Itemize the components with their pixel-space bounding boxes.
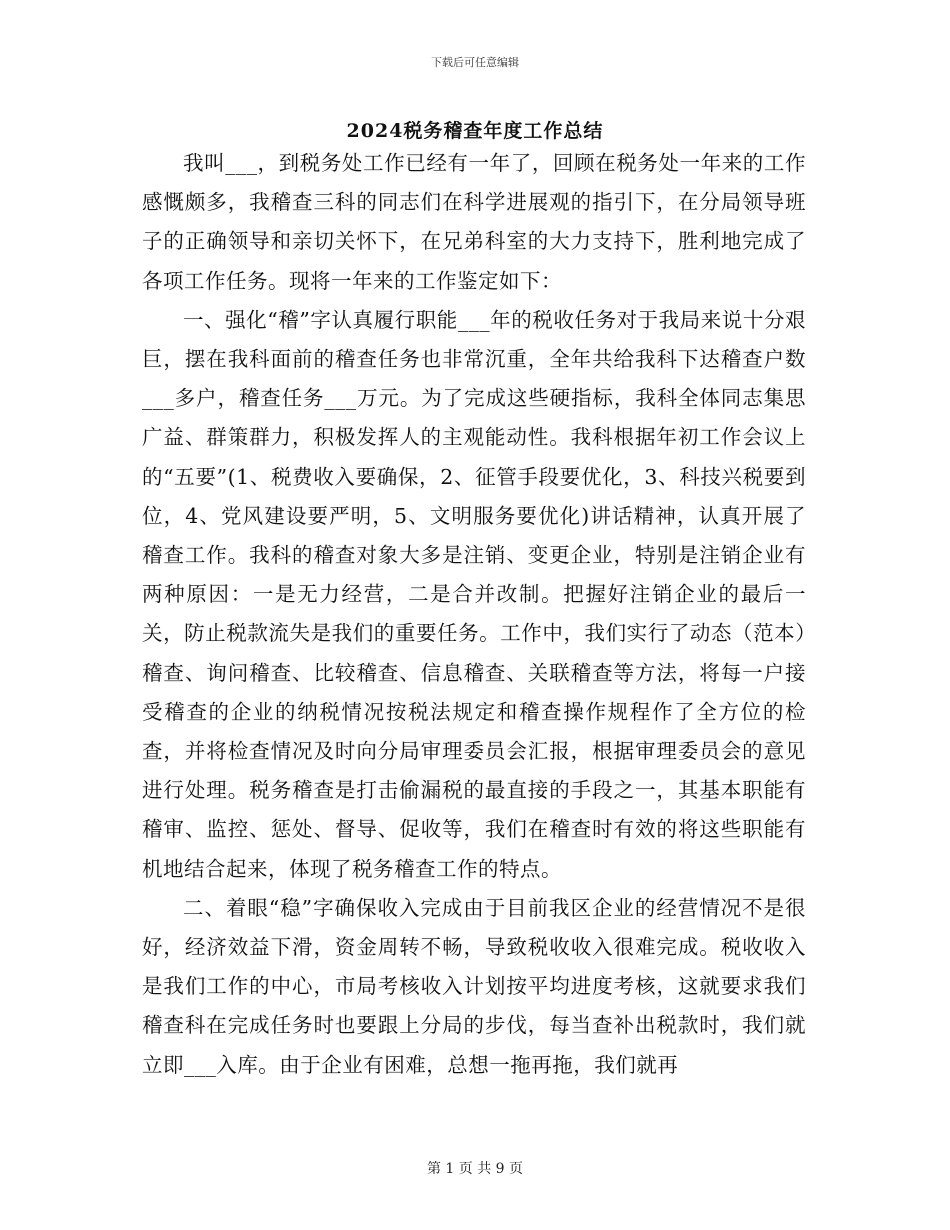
document-body [142,144,806,1085]
paragraph-section-2: 二、着眼“稳”字确保收入完成由于目前我区企业的经营情况不是很好，经济效益下滑，资金周转不畅，导致税收收入很难完成。税收收入是我们工作的中心，市局考核收入计划按平均进度考核，这就要求我们稽查科在完成任务时也要跟上分局的步伐，每当查补出税款时，我们就立即___入库。由于企业有困难，总想一拖再拖，我们就再 [142,895,806,1077]
page-number: 第 1 页 共 9 页 [426,1161,524,1177]
paragraph-intro: 我叫___，到税务处工作已经有一年了，回顾在税务处一年来的工作感慨颇多，我稽查三科的同志们在科学进展观的指引下，在分局领导班子的正确领导和亲切关怀下，在兄弟科室的大力支持下，胜利地完成了各项工作任务。现将一年来的工作鉴定如下： [142,151,806,293]
header-note: 下载后可任意编辑 [431,56,519,69]
document-title: 2024税务稽查年度工作总结 [346,120,604,142]
paragraph-section-1: 一、强化“稽”字认真履行职能___年的税收任务对于我局来说十分艰巨，摆在我科面前的稽查任务也非常沉重，全年共给我科下达稽查户数___多户，稽查任务___万元。为了完成这些硬指标，我科全体同志集思广益、群策群力，积极发挥人的主观能动性。我科根据年初工作会议上的“五要”(1、税费收入要确保，2、征管手段要优化，3、科技兴税要到位，4、党风建设要严明，5、文明服务要优化)讲话精神，认真开展了稽查工作。我科的稽查对象大多是注销、变更企业，特别是注销企业有两种原因：一是无力经营，二是合并改制。把握好注销企业的最后一关，防止税款流失是我们的重要任务。工作中，我们实行了动态（范本）稽查、询问稽查、比较稽查、信息稽查、关联稽查等方法，将每一户接受稽查的企业的纳税情况按税法规定和稽查操作规程作了全方位的检查，并将检查情况及时向分局审理委员会汇报，根据审理委员会的意见进行处理。税务稽查是打击偷漏税的最直接的手段之一，其基本职能有稽审、监控、惩处、督导、促收等，我们在稽查时有效的将这些职能有机地结合起来，体现了税务稽查工作的特点。 [142,307,806,881]
